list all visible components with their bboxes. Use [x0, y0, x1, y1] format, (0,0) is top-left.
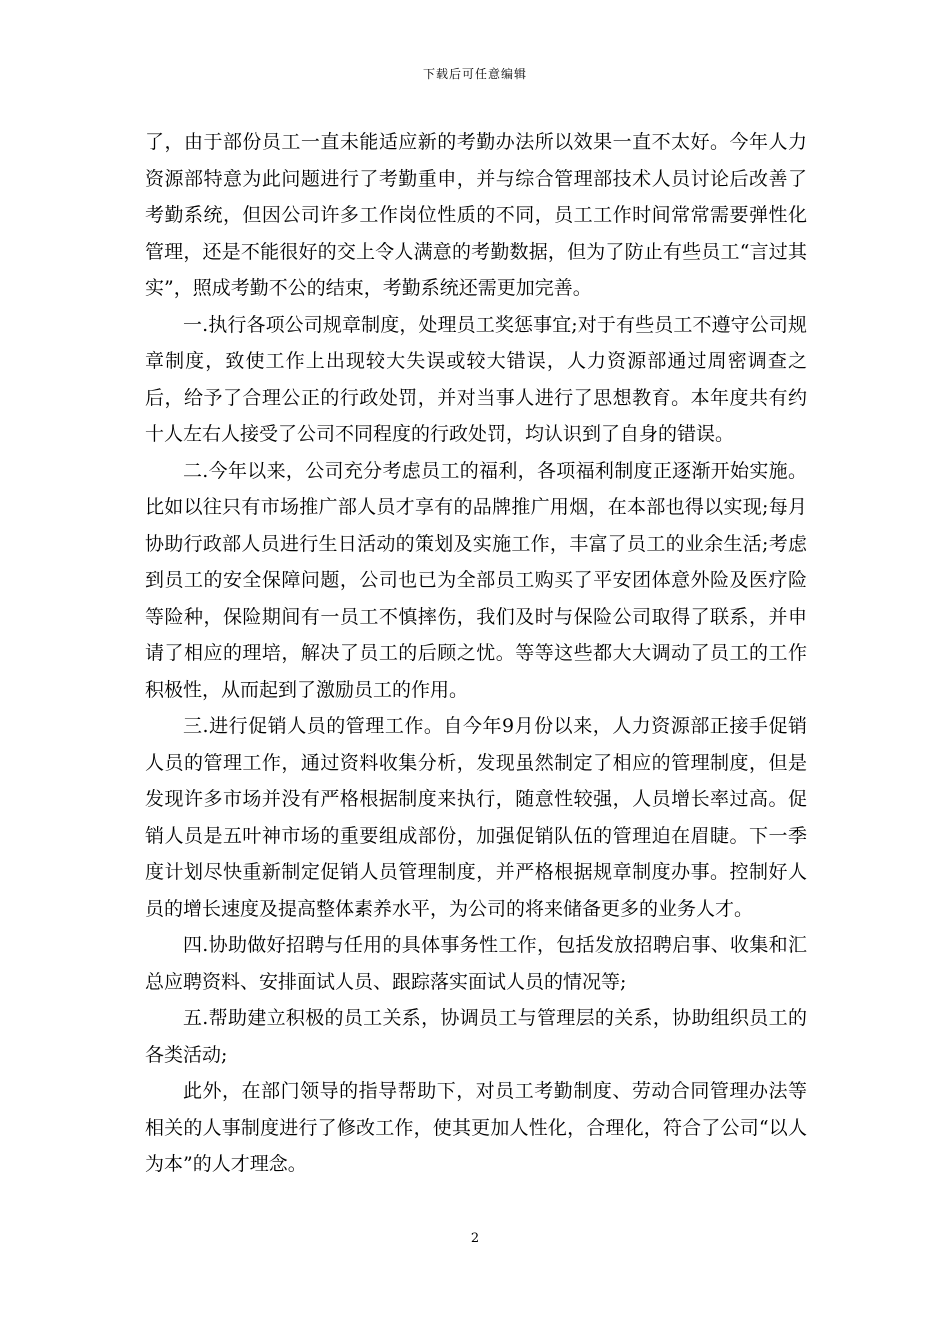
- paragraph-item-1: 一.执行各项公司规章制度，处理员工奖惩事宜;对于有些员工不遵守公司规章制度，致使工作上出现较大失误或较大错误，人力资源部通过周密调查之后，给予了合理公正的行政处罚，并对当事人进行了思想教育。本年度共有约十人左右人接受了公司不同程度的行政处罚，均认识到了自身的错误。: [145, 313, 807, 445]
- page-header: 下载后可任意编辑: [422, 67, 527, 81]
- paragraph-item-4: 四.协助做好招聘与任用的具体事务性工作，包括发放招聘启事、收集和汇总应聘资料、安排面试人员、跟踪落实面试人员的情况等;: [145, 934, 807, 993]
- document-body: [145, 124, 807, 1183]
- paragraph-item-3: 三.进行促销人员的管理工作。自今年9月份以来，人力资源部正接手促销人员的管理工作，通过资料收集分析，发现虽然制定了相应的管理制度，但是发现许多市场并没有严格根据制度来执行，随意性较强，人员增长率过高。促销人员是五叶神市场的重要组成部份，加强促销队伍的管理迫在眉睫。下一季度计划尽快重新制定促销人员管理制度，并严格根据规章制度办事。控制好人员的增长速度及提高整体素养水平，为公司的将来储备更多的业务人才。: [145, 715, 807, 920]
- paragraph-closing: 此外，在部门领导的指导帮助下，对员工考勤制度、劳动合同管理办法等相关的人事制度进行了修改工作，使其更加人性化，合理化，符合了公司“以人为本”的人才理念。: [145, 1080, 807, 1175]
- paragraph-item-2: 二.今年以来，公司充分考虑员工的福利，各项福利制度正逐渐开始实施。比如以往只有市场推广部人员才享有的品牌推广用烟，在本部也得以实现;每月协助行政部人员进行生日活动的策划及实施工作，丰富了员工的业余生活;考虑到员工的安全保障问题，公司也已为全部员工购买了平安团体意外险及医疗险等险种，保险期间有一员工不慎摔伤，我们及时与保险公司取得了联系，并申请了相应的理培，解决了员工的后顾之忧。等等这些都大大调动了员工的工作积极性，从而起到了激励员工的作用。: [145, 459, 807, 701]
- paragraph-continuation: 了，由于部份员工一直未能适应新的考勤办法所以效果一直不太好。今年人力资源部特意为此问题进行了考勤重申，并与综合管理部技术人员讨论后改善了考勤系统，但因公司许多工作岗位性质的不同，员工工作时间常常需要弹性化管理，还是不能很好的交上令人满意的考勤数据，但为了防止有些员工“言过其实”，照成考勤不公的结束，考勤系统还需更加完善。: [145, 131, 807, 299]
- page-number: 2: [470, 1231, 480, 1246]
- paragraph-item-5: 五.帮助建立积极的员工关系，协调员工与管理层的关系，协助组织员工的各类活动;: [145, 1007, 807, 1066]
